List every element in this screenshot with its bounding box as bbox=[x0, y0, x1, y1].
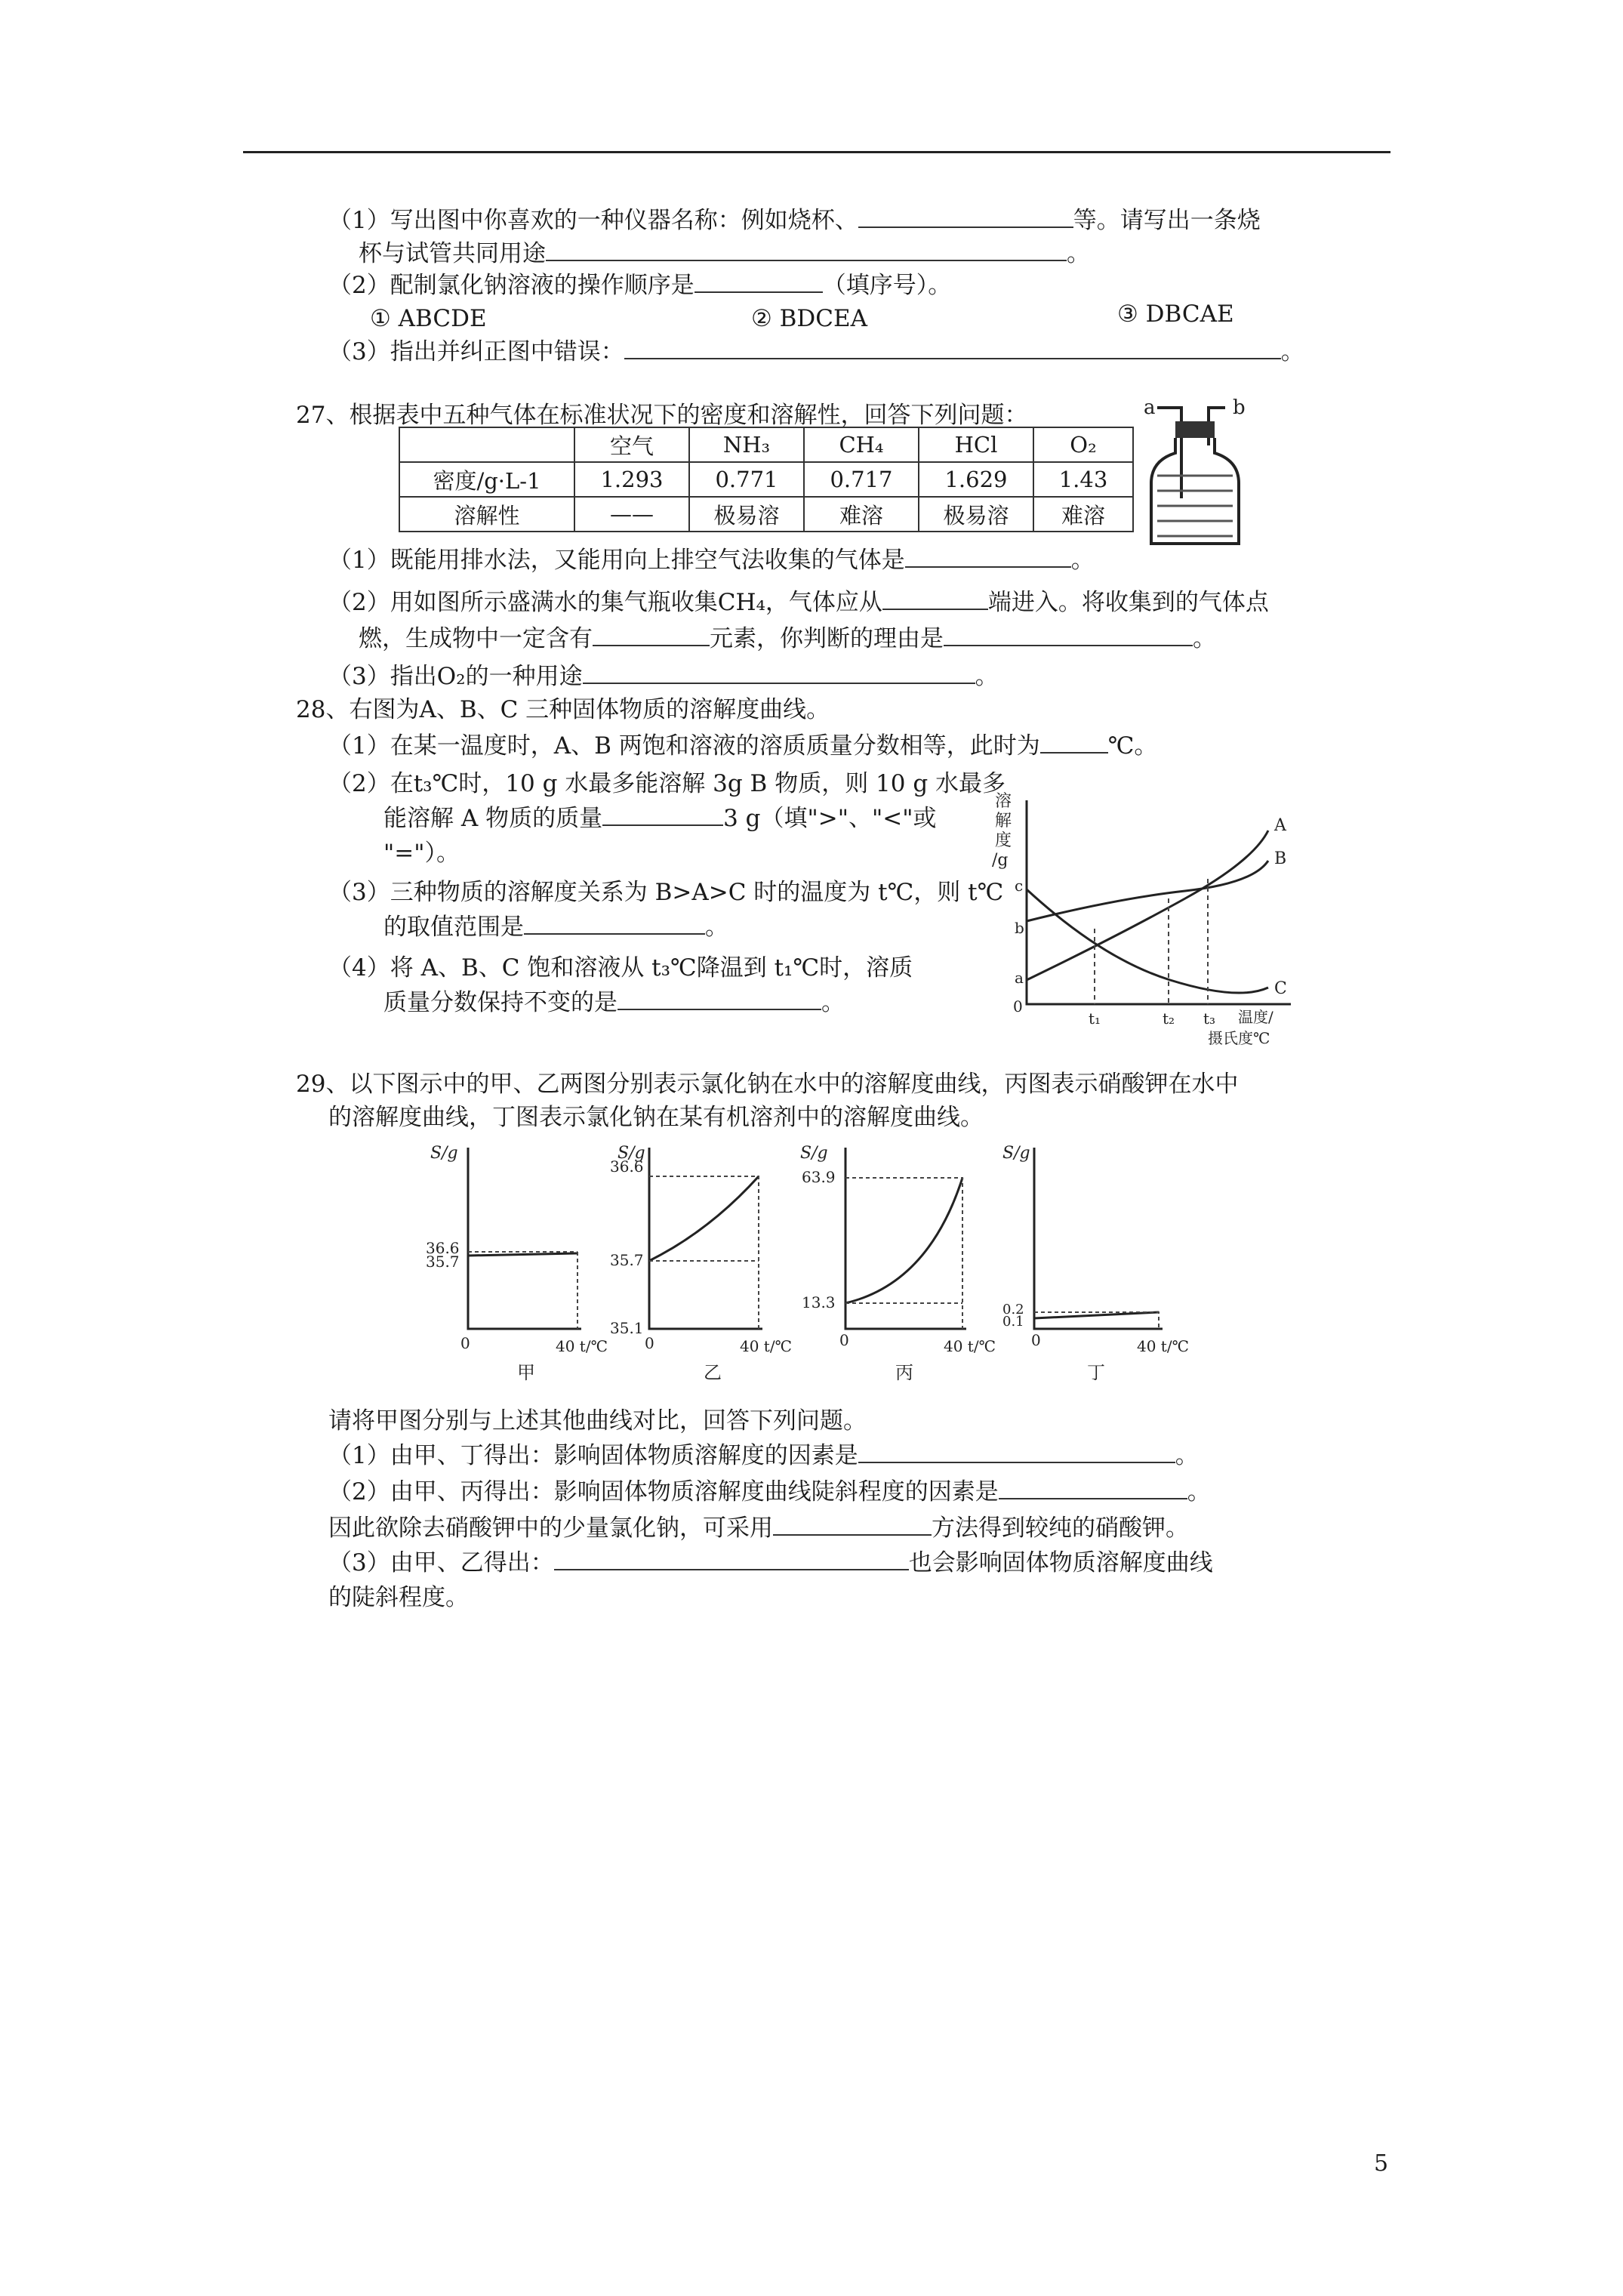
q26-option-3: ③ DBCAE bbox=[1117, 300, 1234, 328]
chart-jia-ytick: 36.6 bbox=[426, 1239, 460, 1257]
chart-ding-x0: 0 bbox=[1031, 1331, 1041, 1349]
q28-p4: （4）将 A、B、C 饱和溶液从 t₃℃降温到 t₁℃时，溶质 bbox=[328, 954, 913, 982]
bottle-label-a: a bbox=[1144, 396, 1156, 419]
q29-charts bbox=[423, 1133, 1313, 1382]
chart-bing-x0: 0 bbox=[839, 1331, 849, 1349]
q29-blank-method[interactable] bbox=[773, 1513, 932, 1536]
q26-line3: （2）配制氯化钠溶液的操作顺序是 （填序号）。 bbox=[328, 272, 952, 299]
curve-c bbox=[1027, 889, 1268, 993]
q27-p1: （1）既能用排水法，又能用向上排空气法收集的气体是 。 bbox=[328, 547, 1095, 574]
q27-blank-reason[interactable] bbox=[944, 624, 1193, 646]
chart-yi-ytick: 35.1 bbox=[610, 1319, 644, 1337]
origin-label: 0 bbox=[1013, 997, 1023, 1015]
q28-p3: （3）三种物质的溶解度关系为 B>A>C 时的温度为 t℃，则 t℃ bbox=[328, 879, 1004, 906]
x-axis-label-unit: 摄氏度℃ bbox=[1208, 1029, 1270, 1047]
chart-yi bbox=[610, 1144, 792, 1382]
gas-bottle-figure bbox=[1136, 393, 1264, 551]
q29-p2: （2）由甲、丙得出：影响固体物质溶解度曲线陡斜程度的因素是 。 bbox=[328, 1478, 1211, 1505]
q28-p1: （1）在某一温度时，A、B 两饱和溶液的溶质质量分数相等，此时为 ℃。 bbox=[328, 732, 1158, 760]
chart-yi-name: 乙 bbox=[704, 1362, 722, 1382]
chart-yi-ylabel: S/g bbox=[617, 1144, 645, 1163]
graph-axes bbox=[1027, 800, 1291, 1004]
x-tick-t1: t₁ bbox=[1089, 1009, 1101, 1028]
chart-jia-name: 甲 bbox=[517, 1362, 535, 1382]
q29-p3-line2: 的陡斜程度。 bbox=[328, 1584, 469, 1611]
solubility-graph-abc bbox=[989, 785, 1321, 1049]
q29-p1: （1）由甲、丁得出：影响固体物质溶解度的因素是 。 bbox=[328, 1442, 1199, 1469]
page-number: 5 bbox=[1374, 2150, 1389, 2177]
q29-stem-2: 的溶解度曲线，丁图表示氯化钠在某有机溶剂中的溶解度曲线。 bbox=[328, 1104, 984, 1131]
q26-option-1: ① ABCDE bbox=[370, 305, 487, 332]
q29-p2-line2: 因此欲除去硝酸钾中的少量氯化钠，可采用 方法得到较纯的硝酸钾。 bbox=[328, 1515, 1189, 1542]
chart-bing bbox=[800, 1144, 996, 1382]
chart-yi-curve bbox=[649, 1176, 759, 1261]
curve-label-b: B bbox=[1274, 849, 1287, 868]
chart-ding-ylabel: S/g bbox=[1002, 1144, 1030, 1163]
chart-bing-ytick: 13.3 bbox=[802, 1293, 836, 1311]
q26-blank-use[interactable] bbox=[546, 239, 1067, 261]
q28-p2: （2）在t₃℃时，10 g 水最多能溶解 3g B 物质，则 10 g 水最多 bbox=[328, 770, 1006, 797]
table-row: 溶解性 —— 极易溶 难溶 极易溶 难溶 bbox=[399, 497, 1133, 532]
q29-blank-factor[interactable] bbox=[858, 1441, 1175, 1463]
chart-jia-ytick: 35.7 bbox=[426, 1253, 460, 1271]
q27-blank-gas[interactable] bbox=[905, 545, 1071, 568]
x-tick-t2: t₂ bbox=[1163, 1009, 1175, 1028]
y-tick-c: c bbox=[1015, 877, 1024, 895]
bottle-label-b: b bbox=[1233, 396, 1246, 419]
q28-p2-line3: "="）。 bbox=[383, 840, 460, 867]
q27-blank-o2-use[interactable] bbox=[583, 661, 975, 684]
bottle-water-lines bbox=[1157, 476, 1233, 536]
chart-bing-x40: 40 t/℃ bbox=[944, 1337, 996, 1355]
q28-blank-compare[interactable] bbox=[602, 803, 723, 826]
curve-label-c: C bbox=[1274, 979, 1287, 998]
q26-blank-order[interactable] bbox=[694, 270, 823, 293]
y-tick-b: b bbox=[1015, 919, 1024, 937]
y-axis-label: 解 bbox=[995, 812, 1012, 831]
curve-a bbox=[1027, 831, 1268, 980]
q29-p3: （3）由甲、乙得出： 也会影响固体物质溶解度曲线 bbox=[328, 1549, 1213, 1576]
chart-jia bbox=[426, 1144, 608, 1382]
q26-line2: 杯与试管共同用途 。 bbox=[359, 240, 1090, 267]
q26-blank-instrument[interactable] bbox=[858, 205, 1073, 228]
x-axis-label: 温度/ bbox=[1238, 1008, 1273, 1026]
chart-jia-curve bbox=[468, 1253, 577, 1256]
q29-blank-steepness[interactable] bbox=[999, 1477, 1187, 1499]
q27-p3: （3）指出O₂的一种用途 。 bbox=[328, 663, 999, 690]
q28-stem: 28、右图为A、B、C 三种固体物质的溶解度曲线。 bbox=[296, 696, 830, 723]
y-tick-a: a bbox=[1015, 969, 1024, 987]
q27-p2-line2: 燃，生成物中一定含有 元素，你判断的理由是 。 bbox=[359, 625, 1216, 652]
q27-stem: 27、根据表中五种气体在标准状况下的密度和溶解性，回答下列问题： bbox=[296, 402, 1028, 429]
q27-p2: （2）用如图所示盛满水的集气瓶收集CH₄，气体应从 端进入。将收集到的气体点 bbox=[328, 589, 1269, 616]
chart-yi-x40: 40 t/℃ bbox=[740, 1337, 792, 1355]
chart-bing-curve bbox=[845, 1178, 962, 1303]
chart-jia-ylabel: S/g bbox=[430, 1144, 458, 1163]
table-row: 密度/g·L-1 1.293 0.771 0.717 1.629 1.43 bbox=[399, 462, 1133, 497]
q26-blank-error[interactable] bbox=[624, 337, 1281, 359]
chart-yi-ytick: 36.6 bbox=[610, 1157, 644, 1176]
y-axis-label: 溶 bbox=[995, 792, 1012, 811]
chart-ding-name: 丁 bbox=[1087, 1362, 1105, 1382]
chart-ding-curve bbox=[1034, 1312, 1159, 1318]
chart-ding bbox=[1002, 1144, 1189, 1382]
q28-blank-substance[interactable] bbox=[617, 988, 821, 1010]
q26-line1: （1）写出图中你喜欢的一种仪器名称：例如烧杯、 等。请写出一条烧 bbox=[328, 207, 1261, 234]
q28-blank-temp[interactable] bbox=[1040, 731, 1108, 754]
chart-yi-x0: 0 bbox=[645, 1334, 654, 1352]
q28-blank-range[interactable] bbox=[524, 912, 705, 935]
chart-ding-ytick: 0.1 bbox=[1002, 1314, 1024, 1330]
q29-blank-other-factor[interactable] bbox=[554, 1548, 909, 1570]
gas-table bbox=[399, 427, 1134, 532]
q26-line4: （3）指出并纠正图中错误： 。 bbox=[328, 338, 1304, 365]
q28-p4-line2: 质量分数保持不变的是 。 bbox=[383, 989, 845, 1016]
chart-ding-ytick: 0.2 bbox=[1002, 1302, 1024, 1318]
chart-bing-ytick: 63.9 bbox=[802, 1168, 836, 1186]
q29-intro: 请将甲图分别与上述其他曲线对比，回答下列问题。 bbox=[328, 1407, 867, 1435]
chart-bing-ylabel: S/g bbox=[800, 1144, 828, 1163]
q27-blank-port[interactable] bbox=[882, 587, 988, 610]
chart-jia-x0: 0 bbox=[460, 1334, 470, 1352]
bottle-stopper bbox=[1175, 421, 1215, 438]
x-tick-t3: t₃ bbox=[1203, 1009, 1216, 1028]
q28-p2-line2: 能溶解 A 物质的质量 3 g（填">"、"<"或 bbox=[383, 805, 937, 832]
curve-label-a: A bbox=[1274, 816, 1286, 835]
y-axis-label: /g bbox=[992, 851, 1009, 870]
q27-blank-element[interactable] bbox=[593, 624, 710, 646]
chart-ding-x40: 40 t/℃ bbox=[1137, 1337, 1189, 1355]
chart-jia-x40: 40 t/℃ bbox=[556, 1337, 608, 1355]
chart-yi-ytick: 35.7 bbox=[610, 1251, 644, 1269]
y-axis-label: 度 bbox=[995, 831, 1012, 850]
table-row: 空气 NH₃ CH₄ HCl O₂ bbox=[399, 427, 1133, 462]
q26-option-2: ② BDCEA bbox=[751, 305, 868, 332]
q29-stem-1: 29、以下图示中的甲、乙两图分别表示氯化钠在水中的溶解度曲线，丙图表示硝酸钾在水中 bbox=[296, 1071, 1239, 1098]
q28-p3-line2: 的取值范围是 。 bbox=[383, 914, 728, 941]
chart-bing-name: 丙 bbox=[895, 1362, 913, 1382]
